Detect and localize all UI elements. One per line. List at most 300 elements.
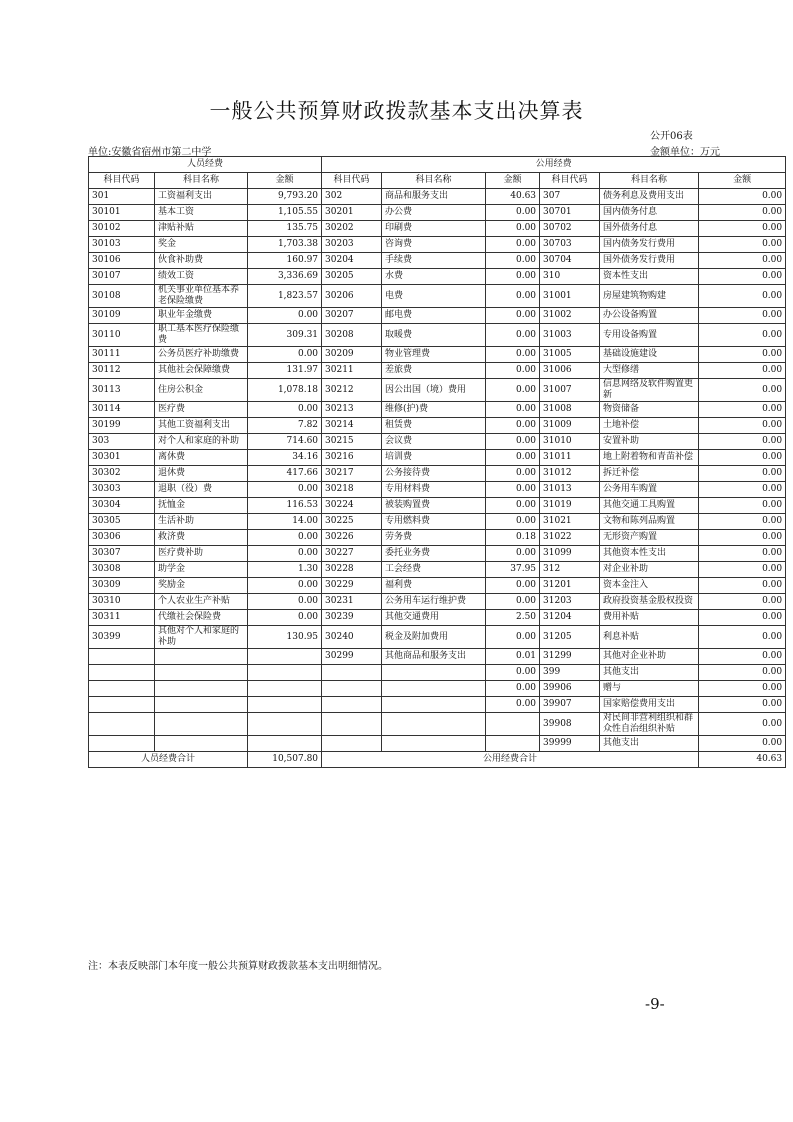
personnel-code: 30306 (89, 530, 155, 546)
public-amount: 0.00 (486, 546, 540, 562)
public-name: 办公费 (382, 205, 486, 221)
personnel-name: 伙食补助费 (155, 253, 248, 269)
personnel-name: 救济费 (155, 530, 248, 546)
public-code-2: 31019 (540, 498, 600, 514)
public-amount-2: 0.00 (699, 379, 786, 402)
public-amount: 0.18 (486, 530, 540, 546)
personnel-amount: 3,336.69 (248, 269, 322, 285)
table-row (89, 530, 786, 546)
public-code: 30203 (322, 237, 382, 253)
personnel-amount: 130.95 (248, 626, 322, 649)
public-amount: 0.00 (486, 498, 540, 514)
public-code-2: 31005 (540, 347, 600, 363)
public-amount: 0.00 (486, 379, 540, 402)
public-amount-2: 0.00 (699, 466, 786, 482)
personnel-amount: 1,823.57 (248, 285, 322, 308)
personnel-code: 30307 (89, 546, 155, 562)
personnel-code: 30303 (89, 482, 155, 498)
public-name-2: 政府投资基金股权投资 (600, 594, 699, 610)
public-name-2: 文物和陈列品购置 (600, 514, 699, 530)
personnel-code (89, 697, 155, 713)
public-code: 30208 (322, 324, 382, 347)
personnel-amount: 0.00 (248, 482, 322, 498)
public-code-2: 31203 (540, 594, 600, 610)
personnel-code: 30112 (89, 363, 155, 379)
public-name-2: 资本金注入 (600, 578, 699, 594)
public-name-2: 专用设备购置 (600, 324, 699, 347)
public-code-2: 31299 (540, 649, 600, 665)
public-amount-2: 0.00 (699, 610, 786, 626)
public-code-2: 31007 (540, 379, 600, 402)
public-name-2: 国外债务付息 (600, 221, 699, 237)
personnel-amount: 9,793.20 (248, 189, 322, 205)
public-name: 咨询费 (382, 237, 486, 253)
public-amount-2: 0.00 (699, 269, 786, 285)
public-amount-2: 0.00 (699, 221, 786, 237)
public-name: 公务接待费 (382, 466, 486, 482)
personnel-name: 退休费 (155, 466, 248, 482)
personnel-amount: 1.30 (248, 562, 322, 578)
expenditure-table (88, 156, 786, 768)
personnel-name: 代缴社会保险费 (155, 610, 248, 626)
personnel-amount (248, 697, 322, 713)
public-name: 物业管理费 (382, 347, 486, 363)
public-code: 30209 (322, 347, 382, 363)
col-header-amount: 金额 (699, 173, 786, 189)
public-code-2: 307 (540, 189, 600, 205)
personnel-name: 抚恤金 (155, 498, 248, 514)
public-name: 培训费 (382, 450, 486, 466)
personnel-code: 301 (89, 189, 155, 205)
personnel-amount: 1,078.18 (248, 379, 322, 402)
public-code: 30205 (322, 269, 382, 285)
public-code-2: 39908 (540, 713, 600, 736)
public-name: 租赁费 (382, 418, 486, 434)
public-amount: 0.00 (486, 269, 540, 285)
personnel-name: 奖励金 (155, 578, 248, 594)
report-title: 一般公共预算财政拨款基本支出决算表 (209, 99, 584, 123)
personnel-code: 30107 (89, 269, 155, 285)
personnel-code (89, 681, 155, 697)
public-amount: 0.00 (486, 308, 540, 324)
public-amount-2: 0.00 (699, 736, 786, 752)
col-header-code: 科目代码 (89, 173, 155, 189)
public-code: 30206 (322, 285, 382, 308)
public-code-2: 31201 (540, 578, 600, 594)
public-name: 被装购置费 (382, 498, 486, 514)
personnel-amount (248, 713, 322, 736)
public-code-2: 31010 (540, 434, 600, 450)
public-name-2: 国内债务付息 (600, 205, 699, 221)
table-row (89, 736, 786, 752)
personnel-code: 30106 (89, 253, 155, 269)
personnel-amount: 34.16 (248, 450, 322, 466)
public-name-2: 赠与 (600, 681, 699, 697)
public-amount: 0.00 (486, 450, 540, 466)
public-amount: 0.00 (486, 482, 540, 498)
personnel-code: 30304 (89, 498, 155, 514)
public-amount-2: 0.00 (699, 363, 786, 379)
public-code (322, 665, 382, 681)
public-amount: 40.63 (486, 189, 540, 205)
public-name-2: 国内债务发行费用 (600, 237, 699, 253)
public-name-2: 拆迁补偿 (600, 466, 699, 482)
public-code-2: 312 (540, 562, 600, 578)
public-name-2: 债务利息及费用支出 (600, 189, 699, 205)
public-code: 30207 (322, 308, 382, 324)
table-row (89, 562, 786, 578)
public-amount-2: 0.00 (699, 546, 786, 562)
personnel-code (89, 649, 155, 665)
public-code-2: 31006 (540, 363, 600, 379)
personnel-amount: 0.00 (248, 610, 322, 626)
public-name-2: 物资储备 (600, 402, 699, 418)
public-amount: 0.00 (486, 205, 540, 221)
money-unit: 金额单位：万元 (650, 147, 720, 158)
table-row (89, 610, 786, 626)
personnel-code: 30102 (89, 221, 155, 237)
public-amount-2: 0.00 (699, 237, 786, 253)
public-code-2: 39907 (540, 697, 600, 713)
public-code: 30225 (322, 514, 382, 530)
public-amount-2: 0.00 (699, 324, 786, 347)
public-code: 30216 (322, 450, 382, 466)
public-amount: 0.01 (486, 649, 540, 665)
public-code-2: 31013 (540, 482, 600, 498)
personnel-name: 其他社会保障缴费 (155, 363, 248, 379)
table-row (89, 578, 786, 594)
public-name-2: 办公设备购置 (600, 308, 699, 324)
public-code: 30231 (322, 594, 382, 610)
personnel-code: 30311 (89, 610, 155, 626)
personnel-code: 30310 (89, 594, 155, 610)
public-name (382, 665, 486, 681)
public-code-2: 31003 (540, 324, 600, 347)
public-code: 30218 (322, 482, 382, 498)
public-code-2: 31001 (540, 285, 600, 308)
public-name: 公务用车运行维护费 (382, 594, 486, 610)
public-name: 取暖费 (382, 324, 486, 347)
public-amount-2: 0.00 (699, 450, 786, 466)
personnel-amount: 7.82 (248, 418, 322, 434)
public-name: 专用材料费 (382, 482, 486, 498)
public-name-2: 资本性支出 (600, 269, 699, 285)
public-amount-2: 0.00 (699, 578, 786, 594)
public-amount-2: 0.00 (699, 347, 786, 363)
personnel-name: 津贴补贴 (155, 221, 248, 237)
public-code-2: 31002 (540, 308, 600, 324)
public-code-2: 30704 (540, 253, 600, 269)
public-name: 专用燃料费 (382, 514, 486, 530)
personnel-amount (248, 681, 322, 697)
table-row (89, 221, 786, 237)
public-name: 电费 (382, 285, 486, 308)
public-amount: 0.00 (486, 665, 540, 681)
public-code-2: 31021 (540, 514, 600, 530)
personnel-amount (248, 649, 322, 665)
public-code: 30212 (322, 379, 382, 402)
public-name: 税金及附加费用 (382, 626, 486, 649)
table-row (89, 205, 786, 221)
page-number: -9- (645, 995, 665, 1013)
personnel-name (155, 736, 248, 752)
public-amount: 0.00 (486, 402, 540, 418)
table-row (89, 434, 786, 450)
personnel-code (89, 665, 155, 681)
public-code: 30201 (322, 205, 382, 221)
personnel-code: 30110 (89, 324, 155, 347)
personnel-code: 30103 (89, 237, 155, 253)
public-amount-2: 0.00 (699, 189, 786, 205)
public-code (322, 681, 382, 697)
public-code: 30227 (322, 546, 382, 562)
public-amount: 0.00 (486, 697, 540, 713)
public-name-2: 费用补贴 (600, 610, 699, 626)
public-code-2: 310 (540, 269, 600, 285)
public-code (322, 736, 382, 752)
public-name: 其他商品和服务支出 (382, 649, 486, 665)
public-code-2: 31022 (540, 530, 600, 546)
table-row (89, 649, 786, 665)
public-amount: 0.00 (486, 221, 540, 237)
public-code: 302 (322, 189, 382, 205)
personnel-name: 住房公积金 (155, 379, 248, 402)
table-row (89, 285, 786, 308)
public-amount: 2.50 (486, 610, 540, 626)
public-code: 30215 (322, 434, 382, 450)
group-header-public: 公用经费 (322, 157, 786, 173)
table-row (89, 418, 786, 434)
public-amount: 0.00 (486, 514, 540, 530)
personnel-amount: 1,703.38 (248, 237, 322, 253)
personnel-code: 303 (89, 434, 155, 450)
personnel-name: 绩效工资 (155, 269, 248, 285)
public-amount: 0.00 (486, 324, 540, 347)
footnote: 注：本表反映部门本年度一般公共预算财政拨款基本支出明细情况。 (88, 961, 388, 972)
table-row (89, 189, 786, 205)
public-code: 30204 (322, 253, 382, 269)
public-amount-2: 0.00 (699, 482, 786, 498)
public-name: 差旅费 (382, 363, 486, 379)
personnel-amount: 135.75 (248, 221, 322, 237)
public-amount-2: 0.00 (699, 649, 786, 665)
personnel-code: 30109 (89, 308, 155, 324)
public-amount: 0.00 (486, 626, 540, 649)
personnel-code: 30114 (89, 402, 155, 418)
public-name-2: 其他资本性支出 (600, 546, 699, 562)
personnel-amount: 309.31 (248, 324, 322, 347)
personnel-amount: 417.66 (248, 466, 322, 482)
personnel-name: 退职（役）费 (155, 482, 248, 498)
personnel-amount: 0.00 (248, 546, 322, 562)
public-amount: 0.00 (486, 285, 540, 308)
public-code-2: 30703 (540, 237, 600, 253)
public-name: 工会经费 (382, 562, 486, 578)
personnel-amount: 714.60 (248, 434, 322, 450)
public-name: 劳务费 (382, 530, 486, 546)
col-header-amount: 金额 (248, 173, 322, 189)
public-code-2: 30701 (540, 205, 600, 221)
public-name-2: 对民间非营利组织和群众性自治组织补贴 (600, 713, 699, 736)
personnel-name: 助学金 (155, 562, 248, 578)
public-name-2: 国家赔偿费用支出 (600, 697, 699, 713)
table-code: 公开06表 (650, 131, 693, 142)
public-total-label: 公用经费合计 (322, 752, 699, 768)
public-amount: 0.00 (486, 237, 540, 253)
public-amount: 0.00 (486, 363, 540, 379)
public-name: 会议费 (382, 434, 486, 450)
public-name: 商品和服务支出 (382, 189, 486, 205)
public-amount: 37.95 (486, 562, 540, 578)
public-name (382, 713, 486, 736)
public-name-2: 房屋建筑物购建 (600, 285, 699, 308)
personnel-amount: 0.00 (248, 402, 322, 418)
table-row (89, 665, 786, 681)
public-code: 30239 (322, 610, 382, 626)
public-name: 维修(护)费 (382, 402, 486, 418)
table-row (89, 324, 786, 347)
col-header-code: 科目代码 (322, 173, 382, 189)
table-row (89, 482, 786, 498)
public-code-2: 31008 (540, 402, 600, 418)
personnel-code (89, 736, 155, 752)
public-code: 30211 (322, 363, 382, 379)
personnel-name: 机关事业单位基本养老保险缴费 (155, 285, 248, 308)
personnel-code: 30199 (89, 418, 155, 434)
table-row (89, 514, 786, 530)
personnel-code: 30301 (89, 450, 155, 466)
unit-label: 单位:安徽省宿州市第二中学 (88, 147, 212, 158)
public-amount: 0.00 (486, 253, 540, 269)
personnel-name (155, 665, 248, 681)
public-name: 因公出国（境）费用 (382, 379, 486, 402)
public-code-2: 30702 (540, 221, 600, 237)
public-code-2: 399 (540, 665, 600, 681)
public-amount: 0.00 (486, 681, 540, 697)
personnel-code: 30399 (89, 626, 155, 649)
personnel-code: 30108 (89, 285, 155, 308)
public-amount: 0.00 (486, 347, 540, 363)
public-name-2: 其他交通工具购置 (600, 498, 699, 514)
public-code: 30299 (322, 649, 382, 665)
personnel-name: 工资福利支出 (155, 189, 248, 205)
table-row (89, 402, 786, 418)
table-row (89, 308, 786, 324)
public-amount-2: 0.00 (699, 498, 786, 514)
public-amount-2: 0.00 (699, 205, 786, 221)
personnel-amount (248, 736, 322, 752)
personnel-amount: 131.97 (248, 363, 322, 379)
personnel-amount: 0.00 (248, 347, 322, 363)
public-code: 30202 (322, 221, 382, 237)
table-row (89, 450, 786, 466)
public-name (382, 681, 486, 697)
public-name-2: 利息补贴 (600, 626, 699, 649)
table-row (89, 269, 786, 285)
public-name-2: 信息网络及软件购置更新 (600, 379, 699, 402)
public-name-2: 地上附着物和青苗补偿 (600, 450, 699, 466)
public-amount (486, 713, 540, 736)
col-header-amount: 金额 (486, 173, 540, 189)
public-code (322, 697, 382, 713)
col-header-name: 科目名称 (155, 173, 248, 189)
personnel-total-label: 人员经费合计 (89, 752, 248, 768)
col-header-name: 科目名称 (382, 173, 486, 189)
col-header-name: 科目名称 (600, 173, 699, 189)
personnel-name: 其他工资福利支出 (155, 418, 248, 434)
personnel-amount: 14.00 (248, 514, 322, 530)
personnel-code: 30113 (89, 379, 155, 402)
personnel-amount: 0.00 (248, 594, 322, 610)
public-name-2: 基础设施建设 (600, 347, 699, 363)
public-code-2: 39999 (540, 736, 600, 752)
public-code-2: 31099 (540, 546, 600, 562)
public-code-2: 31009 (540, 418, 600, 434)
column-header-row (89, 173, 786, 189)
public-name: 其他交通费用 (382, 610, 486, 626)
personnel-code: 30111 (89, 347, 155, 363)
public-amount: 0.00 (486, 418, 540, 434)
personnel-code: 30309 (89, 578, 155, 594)
personnel-amount: 1,105.55 (248, 205, 322, 221)
public-amount-2: 0.00 (699, 434, 786, 450)
public-code: 30213 (322, 402, 382, 418)
public-amount-2: 0.00 (699, 514, 786, 530)
public-code: 30224 (322, 498, 382, 514)
public-name-2: 其他对企业补助 (600, 649, 699, 665)
public-name-2: 公务用车购置 (600, 482, 699, 498)
public-code-2: 31205 (540, 626, 600, 649)
table-row (89, 379, 786, 402)
personnel-name: 奖金 (155, 237, 248, 253)
public-code: 30240 (322, 626, 382, 649)
table-row (89, 697, 786, 713)
personnel-name: 对个人和家庭的补助 (155, 434, 248, 450)
public-amount (486, 736, 540, 752)
public-amount-2: 0.00 (699, 402, 786, 418)
personnel-name (155, 697, 248, 713)
personnel-code (89, 713, 155, 736)
public-name: 手续费 (382, 253, 486, 269)
public-name-2: 其他支出 (600, 736, 699, 752)
table-row (89, 681, 786, 697)
public-name (382, 697, 486, 713)
public-amount-2: 0.00 (699, 418, 786, 434)
public-amount-2: 0.00 (699, 697, 786, 713)
public-amount-2: 0.00 (699, 594, 786, 610)
table-row (89, 713, 786, 736)
public-name-2: 安置补助 (600, 434, 699, 450)
public-amount: 0.00 (486, 578, 540, 594)
public-code-2: 31012 (540, 466, 600, 482)
personnel-name: 医疗费补助 (155, 546, 248, 562)
public-name-2: 无形资产购置 (600, 530, 699, 546)
personnel-name: 离休费 (155, 450, 248, 466)
personnel-name: 职业年金缴费 (155, 308, 248, 324)
public-name-2: 国外债务发行费用 (600, 253, 699, 269)
public-name: 福利费 (382, 578, 486, 594)
personnel-name (155, 713, 248, 736)
public-code-2: 31011 (540, 450, 600, 466)
public-name-2: 其他支出 (600, 665, 699, 681)
personnel-amount: 0.00 (248, 578, 322, 594)
public-code-2: 31204 (540, 610, 600, 626)
personnel-name: 其他对个人和家庭的补助 (155, 626, 248, 649)
public-amount: 0.00 (486, 466, 540, 482)
table-row (89, 546, 786, 562)
personnel-name (155, 681, 248, 697)
public-amount: 0.00 (486, 594, 540, 610)
